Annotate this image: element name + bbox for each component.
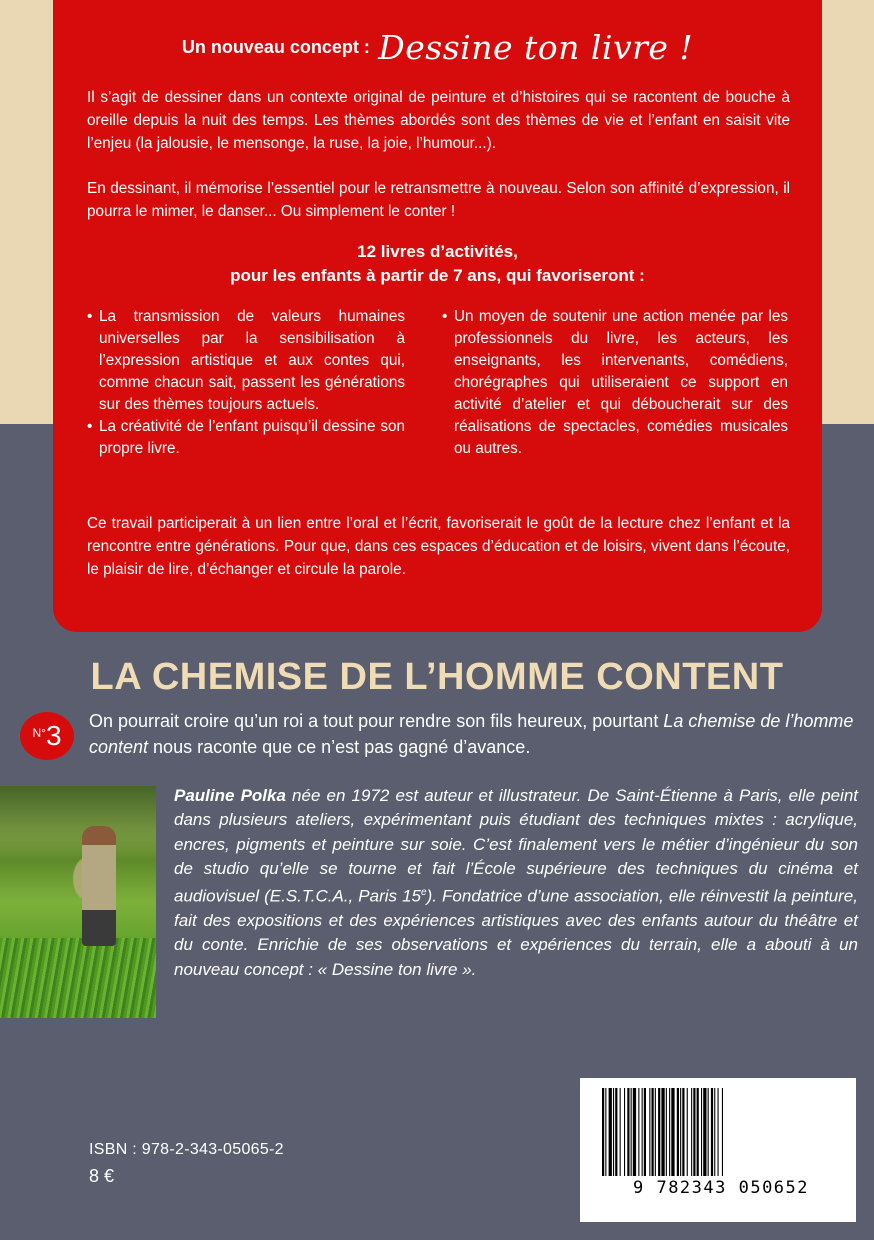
subhead-line-1: 12 livres d’activités, [357, 242, 518, 261]
volume-number: 3 [45, 720, 62, 751]
author-photo [0, 786, 156, 1018]
activities-subhead [53, 240, 822, 288]
bio-text-1: née en 1972 est auteur et illustrateur. De Saint-Étienne à Paris, elle peint dans plusieurs ateliers, expérimentant puis étudiant des techniques mixtes : acrylique, encres, pigments et peinture sur soie. C’est finalement vers le métier d’ingénieur du son de studio qu’elle se tourne et fait l’École supérieure des techniques du cinéma et audiovisuel (E.S.T.C.A., Paris 15 [174, 786, 859, 906]
list-item: • La transmission de valeurs humaines universelles par la sensibilisation à l’expression artistique et aux contes qui, comme chacun sait, passent les générations sur des thèmes toujours actuels. [87, 306, 405, 416]
list-item: • Un moyen de soutenir une action menée par les professionnels du livre, les acteurs, les enseignants, les intervenants, comédiens, chorégraphes qui utiliseraient ce support en activité d’atelier et qui déboucherait sur des réalisations de spectacles, comédies musicales ou autres. [442, 306, 788, 460]
intro-paragraph-2: En dessinant, il mémorise l’essentiel pour le retransmettre à nouveau. Selon son affinité d’expression, il pourra le mimer, le danser... Ou simplement le conter ! [87, 180, 790, 220]
photo-person [82, 826, 116, 946]
book-title: LA CHEMISE DE L’HOMME CONTENT [90, 656, 784, 698]
list-item: • La créativité de l’enfant puisqu’il dessine son propre livre. [87, 416, 405, 460]
benefits-list-left [87, 306, 405, 460]
closing-paragraph: Ce travail participerait à un lien entre l’oral et l’écrit, favoriserait le goût de la lecture chez l’enfant et la rencontre entre générations. Pour que, dans ces espaces d’éducation et de loisirs, vivent dans l’écoute, le plaisir de lire, d’échanger et circule la parole. [87, 515, 790, 578]
bio-superscript: e [421, 887, 427, 899]
intro-paragraph-1: Il s’agit de dessiner dans un contexte original de peinture et d’histoires qui se racontent de bouche à oreille depuis la nuit des temps. Les thèmes abordés sont des thèmes de vie et l’enfant en saisit vite l’enjeu (la jalousie, le mensonge, la ruse, la joie, l’humour...). [87, 89, 790, 152]
bio-text-2: ). Fondatrice d’une association, elle réinvestit la peinture, fait des expositions et des expériences artistiques avec des enfants autour du théâtre et du conte. Enrichie de ses observations et expériences du terrain, elle a abouti à un nouveau concept : « Dessine ton livre ». [174, 886, 858, 979]
photo-grass [0, 938, 156, 1018]
concept-panel [53, 0, 822, 632]
barcode-digits: 9 782343 050652 [632, 1178, 810, 1198]
summary-text-after: nous raconte que ce n’est pas gagné d’avance. [148, 737, 531, 757]
volume-number-badge [20, 712, 74, 760]
concept-headline [53, 28, 822, 67]
barcode-box [580, 1078, 856, 1222]
isbn-label: ISBN : 978-2-343-05065-2 [89, 1141, 284, 1158]
author-bio [174, 784, 858, 982]
headline-lead: Un nouveau concept : [181, 37, 370, 57]
volume-number-prefix: N° [32, 726, 46, 740]
book-summary [89, 708, 859, 760]
photo-trees [0, 786, 156, 856]
barcode-icon [600, 1088, 836, 1180]
benefits-list-right [442, 306, 788, 460]
summary-book-title: La chemise de l’homme content [89, 711, 854, 757]
subhead-line-2: pour les enfants à partir de 7 ans, qui favoriseront : [230, 266, 645, 285]
headline-script-title: Dessine ton livre ! [378, 28, 694, 67]
author-name: Pauline Polka [174, 786, 286, 805]
summary-text-before: On pourrait croire qu’un roi a tout pour rendre son fils heureux, pourtant [89, 711, 664, 731]
price-label: 8 € [89, 1166, 115, 1186]
